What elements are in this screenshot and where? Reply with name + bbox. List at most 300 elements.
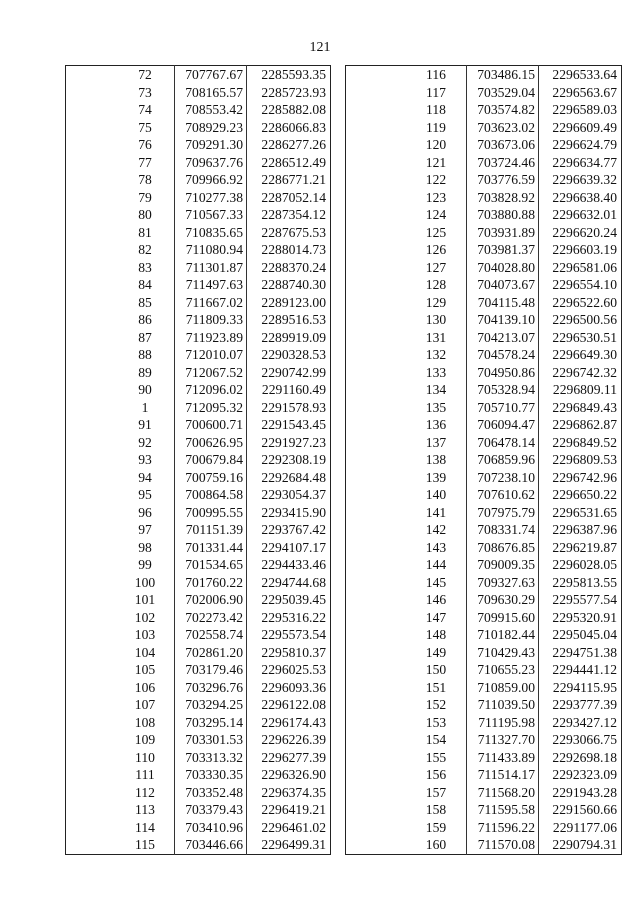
table-row [66, 241, 331, 259]
empty-cell [66, 626, 117, 644]
y-coordinate: 2291927.23 [261, 434, 326, 450]
empty-cell [346, 136, 407, 154]
empty-cell [346, 119, 407, 137]
x-coordinate: 703828.92 [467, 189, 539, 207]
point-number: 147 [425, 609, 447, 625]
empty-cell [66, 381, 117, 399]
x-coordinate: 711568.20 [467, 784, 539, 802]
table-row [346, 154, 622, 172]
empty-cell [346, 399, 407, 417]
empty-cell [346, 381, 407, 399]
table-row [346, 451, 622, 469]
y-coordinate: 2296025.53 [261, 662, 326, 677]
table-row [66, 609, 331, 627]
empty-cell [346, 731, 407, 749]
empty-cell [66, 276, 117, 294]
x-coordinate: 704073.67 [467, 276, 539, 294]
table-row [66, 644, 331, 662]
table-row [346, 241, 622, 259]
table-row [346, 329, 622, 347]
table-row [66, 259, 331, 277]
y-coordinate: 2285593.35 [261, 67, 326, 82]
x-coordinate: 703313.32 [175, 749, 247, 767]
table-row [346, 206, 622, 224]
x-coordinate: 700864.58 [175, 486, 247, 504]
y-coordinate: 2296500.56 [552, 312, 617, 327]
x-coordinate: 706094.47 [467, 416, 539, 434]
empty-cell [346, 609, 407, 627]
y-coordinate: 2296849.43 [552, 399, 617, 415]
table-row [66, 346, 331, 364]
table-row [346, 276, 622, 294]
point-number: 100 [134, 574, 156, 590]
empty-cell [66, 416, 117, 434]
y-coordinate: 2295573.54 [261, 627, 326, 642]
table-row [66, 574, 331, 592]
point-number: 145 [425, 574, 447, 590]
empty-cell [66, 434, 117, 452]
y-coordinate: 2290328.53 [261, 347, 326, 362]
point-number: 91 [138, 417, 152, 432]
x-coordinate: 710567.33 [175, 206, 247, 224]
y-coordinate: 2296742.96 [552, 469, 617, 485]
point-number: 129 [425, 294, 447, 310]
y-coordinate: 2286771.21 [261, 172, 326, 187]
y-coordinate: 2288740.30 [261, 277, 326, 292]
x-coordinate: 703486.15 [467, 66, 539, 84]
empty-cell [346, 84, 407, 102]
point-number: 117 [426, 84, 446, 100]
table-row [346, 504, 622, 522]
empty-cell [66, 119, 117, 137]
y-coordinate: 2295810.37 [261, 644, 326, 660]
empty-cell [346, 154, 407, 172]
y-coordinate: 2292308.19 [261, 452, 326, 467]
y-coordinate: 2286512.49 [261, 154, 326, 170]
point-number: 148 [425, 627, 447, 642]
y-coordinate: 2296461.02 [261, 819, 326, 835]
empty-cell [346, 469, 407, 487]
empty-cell [346, 206, 407, 224]
empty-cell [346, 66, 407, 84]
x-coordinate: 703296.76 [175, 679, 247, 697]
empty-cell [66, 679, 117, 697]
point-number: 85 [138, 294, 152, 310]
empty-cell [346, 679, 407, 697]
point-number: 102 [134, 609, 156, 625]
empty-cell [66, 451, 117, 469]
x-coordinate: 703880.88 [467, 206, 539, 224]
table-row [66, 119, 331, 137]
x-coordinate: 704139.10 [467, 311, 539, 329]
empty-cell [66, 206, 117, 224]
empty-cell [66, 696, 117, 714]
y-coordinate: 2292684.48 [261, 469, 326, 485]
x-coordinate: 703673.06 [467, 136, 539, 154]
table-row [66, 224, 331, 242]
x-coordinate: 704028.80 [467, 259, 539, 277]
x-coordinate: 709915.60 [467, 609, 539, 627]
point-number: 72 [138, 67, 152, 82]
y-coordinate: 2296219.87 [552, 539, 617, 555]
y-coordinate: 2295045.04 [552, 627, 617, 642]
y-coordinate: 2296862.87 [552, 417, 617, 432]
x-coordinate: 711570.08 [467, 836, 539, 854]
point-number: 139 [425, 469, 447, 485]
point-number: 130 [425, 312, 447, 327]
point-number: 135 [425, 399, 447, 415]
empty-cell [66, 556, 117, 574]
empty-cell [346, 696, 407, 714]
point-number: 122 [425, 172, 447, 187]
empty-cell [346, 521, 407, 539]
point-number: 106 [134, 679, 156, 695]
y-coordinate: 2295039.45 [261, 592, 326, 607]
point-number: 84 [138, 277, 152, 292]
table-row [346, 696, 622, 714]
empty-cell [66, 801, 117, 819]
x-coordinate: 703294.25 [175, 696, 247, 714]
table-row [66, 469, 331, 487]
point-number: 99 [138, 557, 152, 572]
point-number: 124 [425, 207, 447, 222]
point-number: 109 [134, 732, 156, 747]
point-number: 132 [425, 347, 447, 362]
table-row [66, 206, 331, 224]
point-number: 128 [425, 277, 447, 292]
table-row [346, 644, 622, 662]
y-coordinate: 2296603.19 [552, 242, 617, 257]
point-number: 133 [425, 364, 447, 380]
x-coordinate: 711433.89 [467, 749, 539, 767]
point-number: 110 [135, 749, 155, 765]
table-row [66, 451, 331, 469]
empty-cell [346, 626, 407, 644]
y-coordinate: 2285723.93 [261, 84, 326, 100]
x-coordinate: 703410.96 [175, 819, 247, 837]
x-coordinate: 712095.32 [175, 399, 247, 417]
table-row [66, 696, 331, 714]
point-number: 146 [425, 592, 447, 607]
y-coordinate: 2293066.75 [552, 732, 617, 747]
y-coordinate: 2294751.38 [552, 644, 617, 660]
point-number: 114 [135, 819, 155, 835]
x-coordinate: 708331.74 [467, 521, 539, 539]
empty-cell [346, 276, 407, 294]
y-coordinate: 2296387.96 [552, 522, 617, 537]
point-number: 141 [425, 504, 447, 520]
x-coordinate: 708165.57 [175, 84, 247, 102]
point-number: 159 [425, 819, 447, 835]
point-number: 149 [425, 644, 447, 660]
point-number: 113 [135, 802, 155, 817]
empty-cell [346, 224, 407, 242]
point-number: 86 [138, 312, 152, 327]
point-number: 158 [425, 802, 447, 817]
table-row [346, 784, 622, 802]
table-row [66, 364, 331, 382]
y-coordinate: 2294433.46 [261, 557, 326, 572]
empty-cell [66, 294, 117, 312]
point-number: 90 [138, 382, 152, 397]
empty-cell [346, 504, 407, 522]
empty-cell [346, 714, 407, 732]
point-number: 73 [138, 84, 152, 100]
y-coordinate: 2296122.08 [261, 697, 326, 712]
x-coordinate: 702006.90 [175, 591, 247, 609]
x-coordinate: 708553.42 [175, 101, 247, 119]
x-coordinate: 703301.53 [175, 731, 247, 749]
point-number: 111 [135, 767, 155, 782]
table-row [346, 679, 622, 697]
table-row [346, 626, 622, 644]
point-number: 155 [425, 749, 447, 765]
x-coordinate: 711596.22 [467, 819, 539, 837]
y-coordinate: 2296639.32 [552, 172, 617, 187]
empty-cell [346, 661, 407, 679]
point-number: 144 [425, 557, 447, 572]
y-coordinate: 2296531.65 [552, 504, 617, 520]
point-number: 92 [138, 434, 152, 450]
empty-cell [346, 329, 407, 347]
x-coordinate: 711667.02 [175, 294, 247, 312]
point-number: 150 [425, 662, 447, 677]
y-coordinate: 2296419.21 [261, 802, 326, 817]
empty-cell [346, 171, 407, 189]
empty-cell [66, 101, 117, 119]
point-number: 151 [425, 679, 447, 695]
point-number: 123 [425, 189, 447, 205]
table-row [66, 276, 331, 294]
table-row [66, 381, 331, 399]
empty-cell [346, 766, 407, 784]
table-row [346, 364, 622, 382]
y-coordinate: 2296563.67 [552, 84, 617, 100]
table-row [66, 154, 331, 172]
empty-cell [66, 154, 117, 172]
y-coordinate: 2296609.49 [552, 119, 617, 135]
empty-cell [346, 311, 407, 329]
x-coordinate: 700679.84 [175, 451, 247, 469]
x-coordinate: 704115.48 [467, 294, 539, 312]
x-coordinate: 708676.85 [467, 539, 539, 557]
empty-cell [66, 84, 117, 102]
point-number: 78 [138, 172, 152, 187]
point-number: 79 [138, 189, 152, 205]
table-row [346, 189, 622, 207]
empty-cell [66, 259, 117, 277]
table-row [66, 294, 331, 312]
y-coordinate: 2293054.37 [261, 487, 326, 502]
point-number: 77 [138, 154, 152, 170]
empty-cell [66, 486, 117, 504]
point-number: 105 [134, 662, 156, 677]
point-number: 1 [141, 399, 149, 415]
x-coordinate: 711039.50 [467, 696, 539, 714]
x-coordinate: 712010.07 [175, 346, 247, 364]
y-coordinate: 2296499.31 [261, 837, 326, 852]
y-coordinate: 2295316.22 [261, 609, 326, 625]
y-coordinate: 2292698.18 [552, 749, 617, 765]
y-coordinate: 2296624.79 [552, 137, 617, 152]
table-row [66, 784, 331, 802]
point-number: 154 [425, 732, 447, 747]
y-coordinate: 2291578.93 [261, 399, 326, 415]
empty-cell [346, 819, 407, 837]
point-number: 108 [134, 714, 156, 730]
empty-cell [346, 556, 407, 574]
table-row [66, 591, 331, 609]
table-row [346, 836, 622, 854]
table-row [66, 416, 331, 434]
y-coordinate: 2296649.30 [552, 347, 617, 362]
empty-cell [66, 591, 117, 609]
y-coordinate: 2296620.24 [552, 224, 617, 240]
point-number: 143 [425, 539, 447, 555]
point-number: 127 [425, 259, 447, 275]
x-coordinate: 703724.46 [467, 154, 539, 172]
x-coordinate: 705328.94 [467, 381, 539, 399]
point-number: 125 [425, 224, 447, 240]
point-number: 75 [138, 119, 152, 135]
empty-cell [66, 784, 117, 802]
table-row [66, 311, 331, 329]
page-number: 121 [309, 40, 331, 55]
table-row [346, 136, 622, 154]
table-row [346, 416, 622, 434]
empty-cell [66, 241, 117, 259]
point-number: 142 [425, 522, 447, 537]
empty-cell [346, 451, 407, 469]
empty-cell [66, 749, 117, 767]
table-row [346, 731, 622, 749]
y-coordinate: 2291177.06 [552, 819, 617, 835]
empty-cell [66, 171, 117, 189]
empty-cell [66, 346, 117, 364]
table-row [66, 819, 331, 837]
x-coordinate: 707767.67 [175, 66, 247, 84]
table-row [66, 836, 331, 854]
point-number: 98 [138, 539, 152, 555]
y-coordinate: 2291160.49 [261, 382, 326, 397]
point-number: 107 [134, 697, 156, 712]
table-row [66, 329, 331, 347]
x-coordinate: 711514.17 [467, 766, 539, 784]
y-coordinate: 2286277.26 [261, 137, 326, 152]
x-coordinate: 703776.59 [467, 171, 539, 189]
y-coordinate: 2291560.66 [552, 802, 617, 817]
empty-cell [346, 434, 407, 452]
y-coordinate: 2296809.53 [552, 452, 617, 467]
x-coordinate: 711195.98 [467, 714, 539, 732]
y-coordinate: 2296589.03 [552, 102, 617, 117]
y-coordinate: 2290742.99 [261, 364, 326, 380]
point-number: 87 [138, 329, 152, 345]
x-coordinate: 711595.58 [467, 801, 539, 819]
x-coordinate: 701331.44 [175, 539, 247, 557]
x-coordinate: 704213.07 [467, 329, 539, 347]
table-row [346, 171, 622, 189]
empty-cell [66, 469, 117, 487]
empty-cell [66, 714, 117, 732]
table-row [346, 346, 622, 364]
y-coordinate: 2294107.17 [261, 539, 326, 555]
point-number: 126 [425, 242, 447, 257]
x-coordinate: 705710.77 [467, 399, 539, 417]
point-number: 103 [134, 627, 156, 642]
x-coordinate: 710182.44 [467, 626, 539, 644]
empty-cell [66, 766, 117, 784]
empty-cell [346, 784, 407, 802]
empty-cell [346, 644, 407, 662]
y-coordinate: 2290794.31 [552, 837, 617, 852]
empty-cell [346, 364, 407, 382]
table-row [66, 136, 331, 154]
table-row [66, 434, 331, 452]
table-row [346, 66, 622, 84]
y-coordinate: 2289516.53 [261, 312, 326, 327]
empty-cell [66, 661, 117, 679]
empty-cell [66, 224, 117, 242]
empty-cell [346, 539, 407, 557]
table-row [346, 224, 622, 242]
empty-cell [346, 486, 407, 504]
point-number: 157 [425, 784, 447, 800]
x-coordinate: 710655.23 [467, 661, 539, 679]
x-coordinate: 703529.04 [467, 84, 539, 102]
x-coordinate: 711497.63 [175, 276, 247, 294]
x-coordinate: 706478.14 [467, 434, 539, 452]
table-row [346, 434, 622, 452]
table-row [346, 294, 622, 312]
y-coordinate: 2295813.55 [552, 574, 617, 590]
y-coordinate: 2296638.40 [552, 189, 617, 205]
empty-cell [66, 609, 117, 627]
point-number: 81 [138, 224, 152, 240]
empty-cell [346, 801, 407, 819]
x-coordinate: 700626.95 [175, 434, 247, 452]
point-number: 83 [138, 259, 152, 275]
y-coordinate: 2296634.77 [552, 154, 617, 170]
empty-cell [66, 731, 117, 749]
point-number: 120 [425, 137, 447, 152]
table-row [66, 486, 331, 504]
point-number: 74 [138, 102, 152, 117]
point-number: 138 [425, 452, 447, 467]
y-coordinate: 2296277.39 [261, 749, 326, 765]
x-coordinate: 710859.00 [467, 679, 539, 697]
point-number: 118 [426, 102, 446, 117]
x-coordinate: 703931.89 [467, 224, 539, 242]
y-coordinate: 2288370.24 [261, 259, 326, 275]
empty-cell [66, 504, 117, 522]
x-coordinate: 702273.42 [175, 609, 247, 627]
x-coordinate: 710835.65 [175, 224, 247, 242]
x-coordinate: 710429.43 [467, 644, 539, 662]
point-number: 97 [138, 522, 152, 537]
table-row [346, 556, 622, 574]
y-coordinate: 2293427.12 [552, 714, 617, 730]
point-number: 140 [425, 487, 447, 502]
y-coordinate: 2295577.54 [552, 592, 617, 607]
x-coordinate: 706859.96 [467, 451, 539, 469]
table-row [346, 591, 622, 609]
y-coordinate: 2287354.12 [261, 207, 326, 222]
y-coordinate: 2287052.14 [261, 189, 326, 205]
y-coordinate: 2294744.68 [261, 574, 326, 590]
y-coordinate: 2296226.39 [261, 732, 326, 747]
y-coordinate: 2296650.22 [552, 487, 617, 502]
